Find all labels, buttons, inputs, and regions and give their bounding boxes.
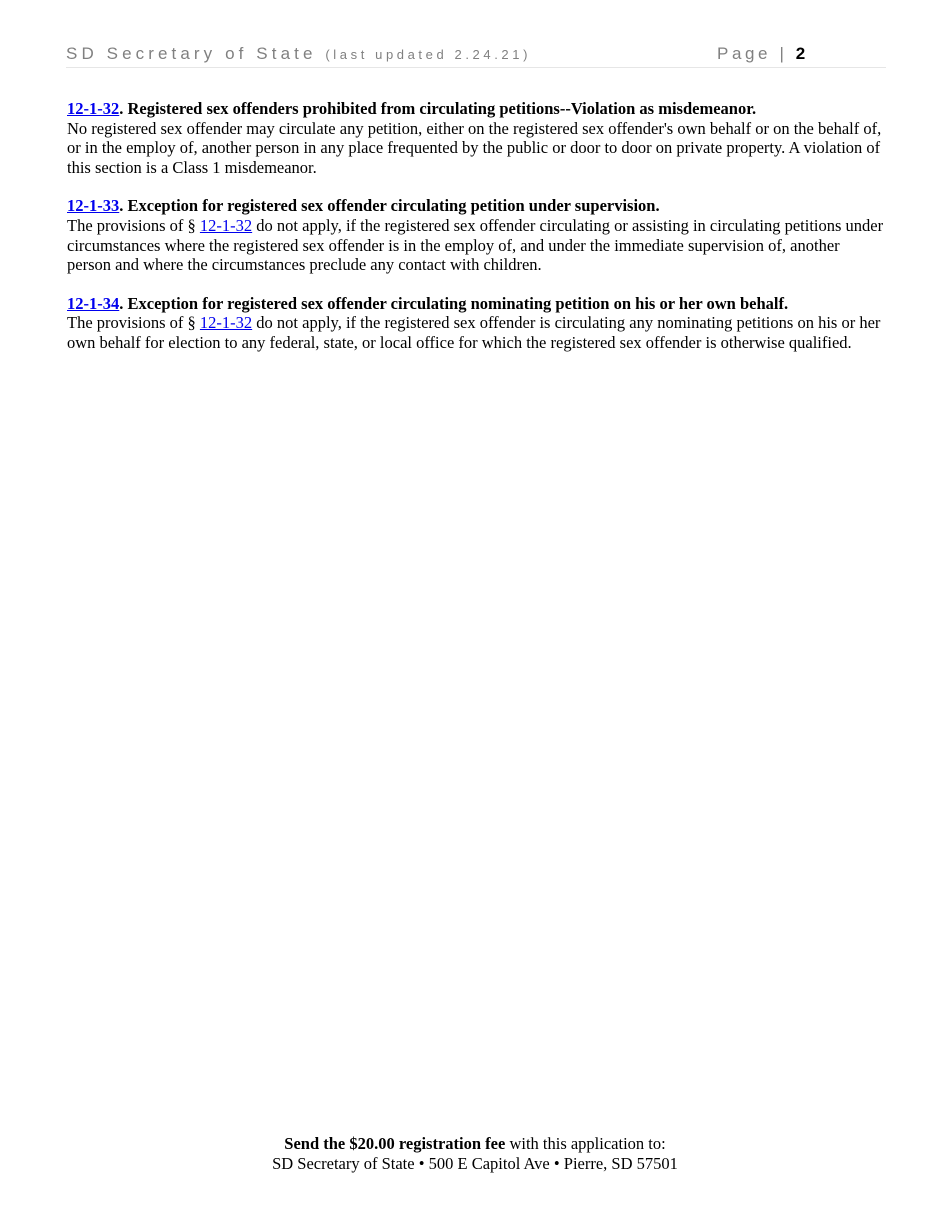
page-header — [66, 44, 886, 68]
section-heading: . Registered sex offenders prohibited from circulating petitions--Violation as misdemeanor. — [119, 99, 757, 118]
mailing-address: SD Secretary of State • 500 E Capitol Ave • Pierre, SD 57501 — [272, 1154, 678, 1173]
section-heading: . Exception for registered sex offender circulating nominating petition on his or her own behalf. — [119, 293, 789, 313]
fee-note-rest: with this application to: — [505, 1134, 666, 1153]
page-footer — [0, 1134, 950, 1174]
section-12-1-33 — [67, 196, 887, 274]
section-12-1-32 — [67, 99, 887, 177]
fee-note: Send the $20.00 registration fee — [284, 1134, 506, 1153]
footer-instruction — [0, 1134, 950, 1154]
page-separator: | — [779, 44, 788, 63]
last-updated: (last updated 2.24.21) — [325, 47, 532, 62]
section-text — [67, 216, 887, 275]
section-text — [67, 313, 887, 352]
section-title — [67, 196, 887, 216]
page-indicator — [717, 44, 809, 64]
reference-link[interactable]: 12-1-32 — [199, 215, 253, 235]
text-pre: The provisions of § — [67, 215, 200, 235]
text-post: do not apply, if the registered sex offender is circulating any nominating petitions on his or her own behalf for election to any federal, state, or local office for which the registered sex offender is otherwise qualified. — [67, 313, 881, 352]
section-title — [67, 294, 887, 314]
page-number: 2 — [795, 44, 809, 63]
reference-link[interactable]: 12-1-32 — [199, 313, 253, 333]
section-text: No registered sex offender may circulate any petition, either on the registered sex offender's own behalf or on the behalf of, or in the employ of, another person in any place frequented by the public or door to door on private property. A violation of this section is a Class 1 misdemeanor. — [67, 118, 882, 177]
statute-link[interactable]: 12-1-32 — [67, 99, 120, 118]
org-name: SD Secretary of State — [66, 44, 317, 63]
section-title — [67, 99, 887, 119]
header-org — [66, 44, 531, 64]
text-pre: The provisions of § — [67, 313, 200, 333]
section-12-1-34 — [67, 294, 887, 353]
page-label: Page — [717, 44, 772, 63]
statute-link[interactable]: 12-1-33 — [67, 196, 120, 216]
document-body — [67, 99, 887, 372]
text-post: do not apply, if the registered sex offender circulating or assisting in circulating petitions under circumstances where the registered sex offender is in the employ of, and under the immediate supervision of, another person and where the circumstances preclude any contact with children. — [67, 215, 884, 275]
section-heading: . Exception for registered sex offender circulating petition under supervision. — [119, 196, 660, 216]
statute-link[interactable]: 12-1-34 — [67, 293, 120, 313]
